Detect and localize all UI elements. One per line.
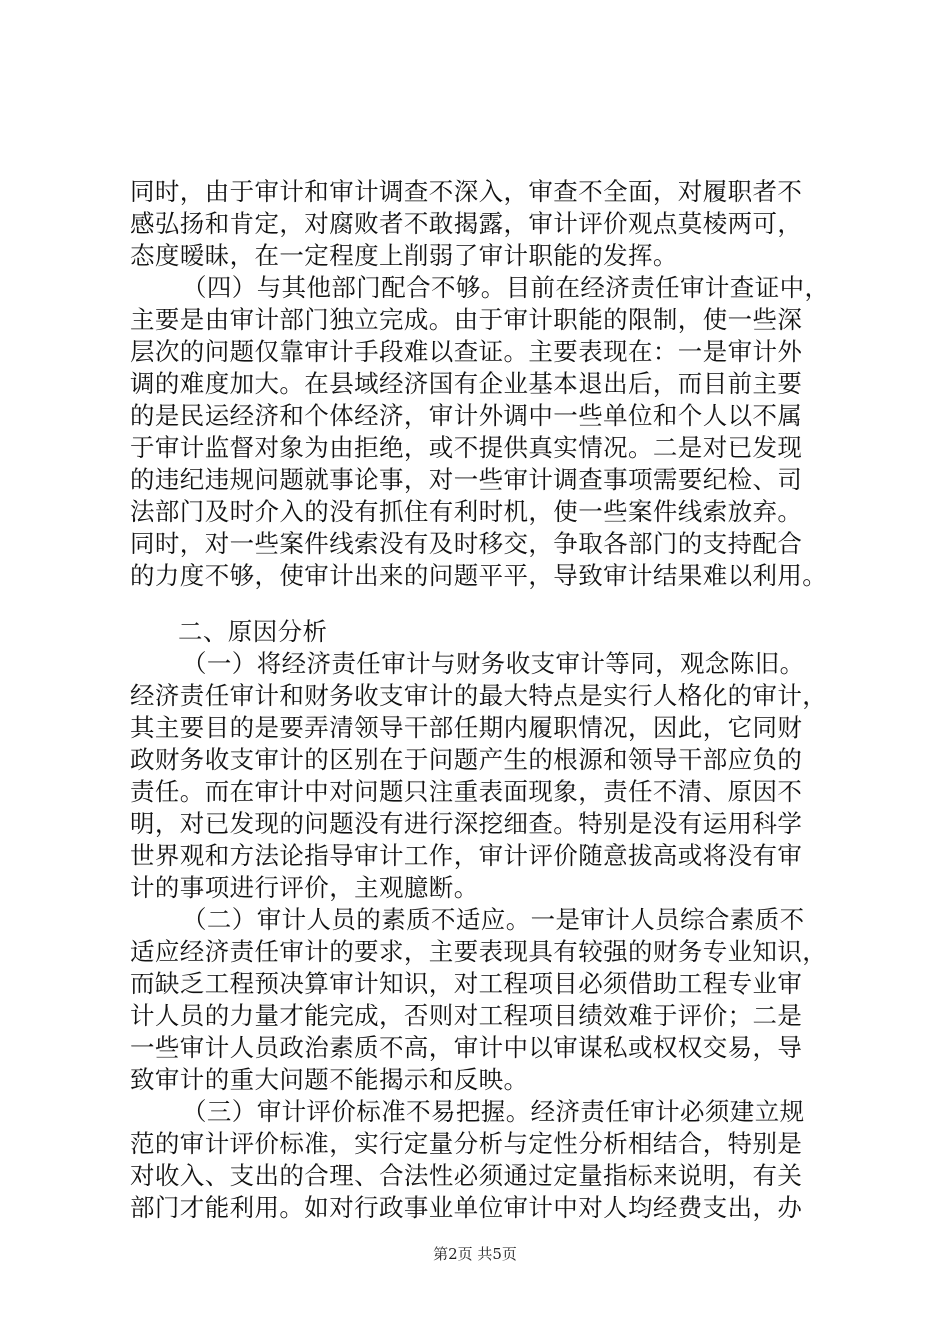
body-text-line: 的是民运经济和个体经济，审计外调中一些单位和个人以不属 — [130, 401, 803, 430]
paragraph-start-line: （四）与其他部门配合不够。目前在经济责任审计查证中， — [182, 273, 830, 302]
body-text-line: 致审计的重大问题不能揭示和反映。 — [130, 1065, 529, 1094]
paragraph-start-line: （一）将经济责任审计与财务收支审计等同，观念陈旧。 — [182, 649, 805, 678]
body-text-line: 政财务收支审计的区别在于问题产生的根源和领导干部应负的 — [130, 745, 803, 774]
body-text-line: 于审计监督对象为由拒绝，或不提供真实情况。二是对已发现 — [130, 433, 803, 462]
body-text-line: 感弘扬和肯定，对腐败者不敢揭露，审计评价观点莫棱两可， — [130, 209, 803, 238]
body-text-line: 调的难度加大。在县域经济国有企业基本退出后，而目前主要 — [130, 369, 803, 398]
paragraph-start-line: （二）审计人员的素质不适应。一是审计人员综合素质不 — [182, 905, 805, 934]
body-text-line: 对收入、支出的合理、合法性必须通过定量指标来说明，有关 — [130, 1161, 803, 1190]
body-text-line: 责任。而在审计中对问题只注重表面现象，责任不清、原因不 — [130, 777, 803, 806]
body-text-line: 其主要目的是要弄清领导干部任期内履职情况，因此，它同财 — [130, 713, 803, 742]
body-text-line: 世界观和方法论指导审计工作，审计评价随意拔高或将没有审 — [130, 841, 803, 870]
body-text-line: 态度暧昧，在一定程度上削弱了审计职能的发挥。 — [130, 241, 678, 270]
body-text-line: 明，对已发现的问题没有进行深挖细查。特别是没有运用科学 — [130, 809, 803, 838]
paragraph-start-line: （三）审计评价标准不易把握。经济责任审计必须建立规 — [182, 1097, 805, 1126]
body-text-line: 而缺乏工程预决算审计知识，对工程项目必须借助工程专业审 — [130, 969, 803, 998]
body-text-line: 层次的问题仅靠审计手段难以查证。主要表现在：一是审计外 — [130, 337, 803, 366]
body-text-line: 的违纪违规问题就事论事，对一些审计调查事项需要纪检、司 — [130, 465, 803, 494]
body-text-line: 部门才能利用。如对行政事业单位审计中对人均经费支出，办 — [130, 1193, 803, 1222]
body-text-line: 主要是由审计部门独立完成。由于审计职能的限制，使一些深 — [130, 305, 803, 334]
body-text-line: 的力度不够，使审计出来的问题平平，导致审计结果难以利用。 — [130, 561, 828, 590]
body-text-line: 一些审计人员政治素质不高，审计中以审谋私或权权交易，导 — [130, 1033, 803, 1062]
body-text-line: 同时，由于审计和审计调查不深入，审查不全面，对履职者不 — [130, 177, 803, 206]
body-text-line: 经济责任审计和财务收支审计的最大特点是实行人格化的审计， — [130, 681, 828, 710]
body-text-line: 计人员的力量才能完成，否则对工程项目绩效难于评价；二是 — [130, 1001, 803, 1030]
page-number-footer: 第2页 共5页 — [433, 1245, 517, 1263]
body-text-line: 范的审计评价标准，实行定量分析与定性分析相结合，特别是 — [130, 1129, 803, 1158]
body-text-line: 法部门及时介入的没有抓住有利时机，使一些案件线索放弃。 — [130, 497, 803, 526]
section-heading: 二、原因分析 — [178, 617, 328, 646]
body-text-line: 计的事项进行评价，主观臆断。 — [130, 873, 479, 902]
body-text-line: 适应经济责任审计的要求，主要表现具有较强的财务专业知识， — [130, 937, 828, 966]
body-text-line: 同时，对一些案件线索没有及时移交，争取各部门的支持配合 — [130, 529, 803, 558]
